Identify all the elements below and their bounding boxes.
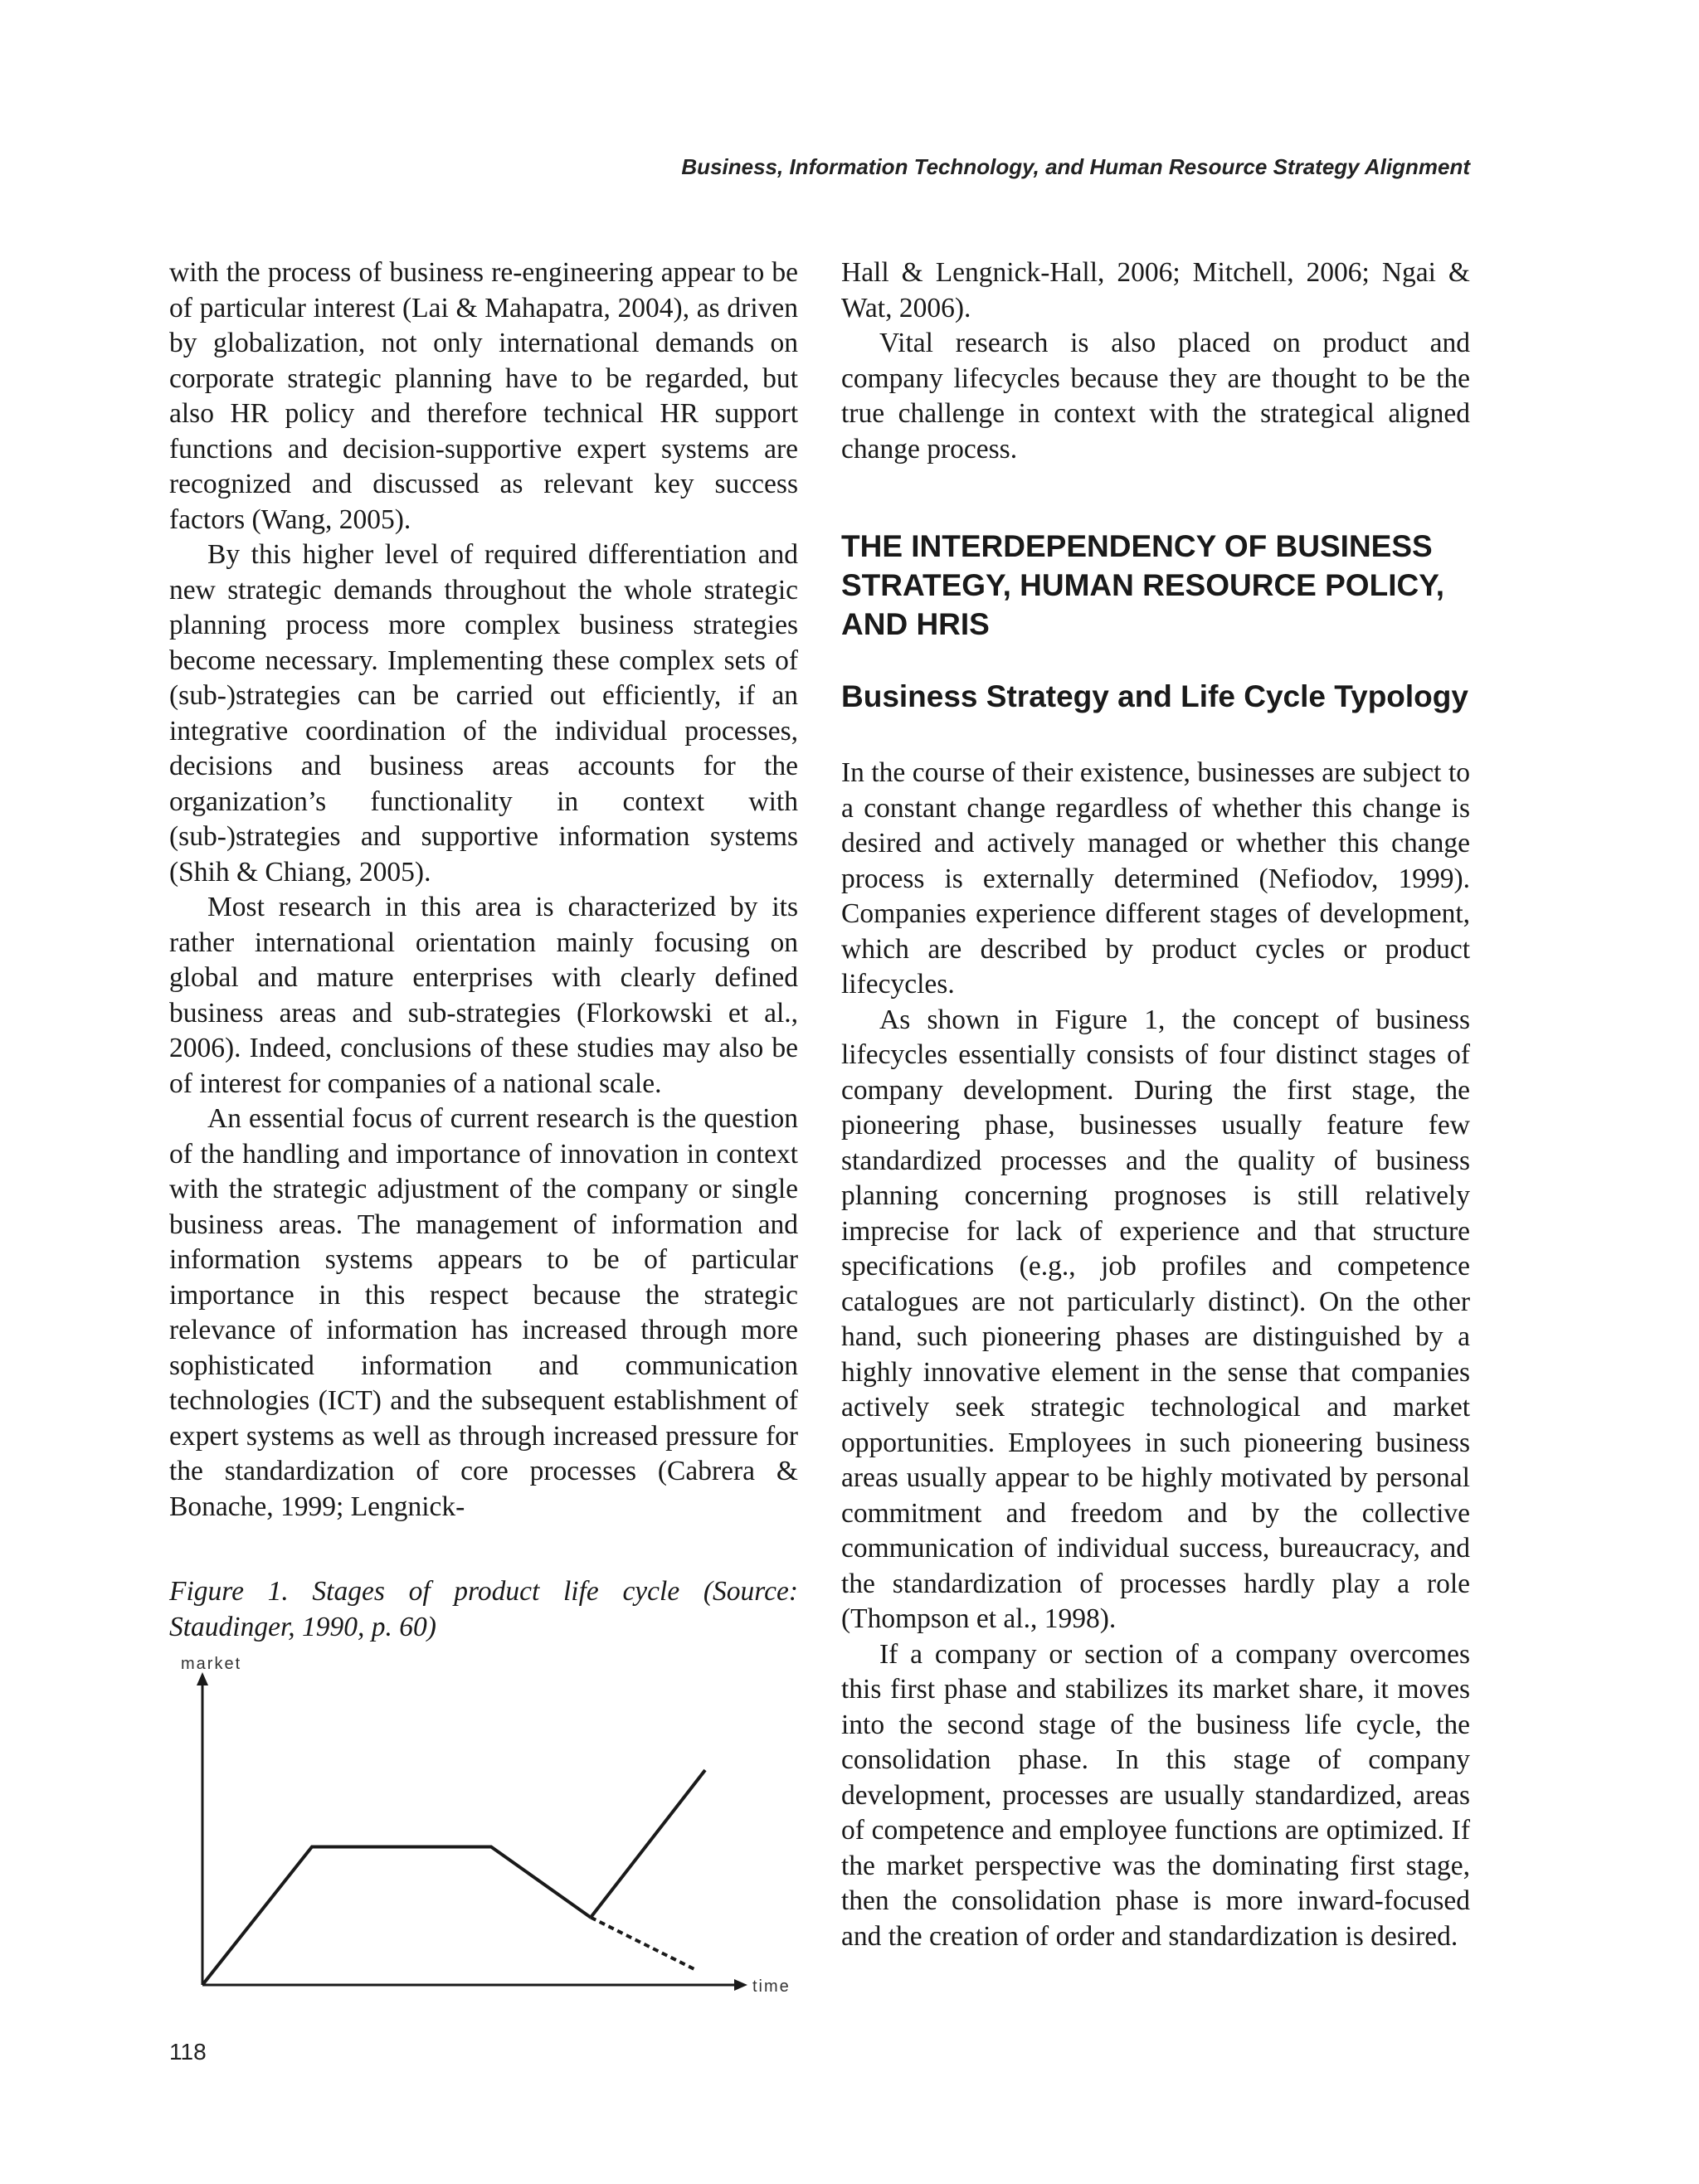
lifecycle-chart-svg xyxy=(169,1655,791,1997)
paragraph: As shown in Figure 1, the concept of business lifecycles essentially consists of four distinct stages of company development. During the first stage, the pioneering phase, businesses usually feature few standardized processes and the quality of business planning concerning prognoses is still relatively imprecise for lack of experience and that structure specifications (e.g., job profiles and competence catalogues are not particularly distinct). On the other hand, such pioneering phases are distinguished by a highly innovative element in the sense that companies actively seek strategic technological and market opportunities. Employees in such pioneering business areas usually appear to be highly motivated by personal commitment and freedom and by the collective communication of individual success, bureaucracy, and the standardization of processes hardly play a role (Thompson et al., 1998). xyxy=(841,1004,1470,1634)
paragraph: If a company or section of a company overcomes this first phase and stabilizes its market share, it moves into the second stage of the business life cycle, the consolidation phase. In this stage of company development, processes are usually standardized, areas of competence and employee functions are optimized. If the market perspective was the dominating first stage, then the consolidation phase is more inward-focused and the creation of order and standardization is desired. xyxy=(841,1638,1470,1952)
right-column xyxy=(841,255,1470,1954)
running-head: Business, Information Technology, and Human Resource Strategy Alignment xyxy=(681,154,1470,179)
page-number: 118 xyxy=(169,2039,207,2065)
figure-caption: Figure 1. Stages of product life cycle (Source: Staudinger, 1990, p. 60) xyxy=(169,1576,798,1642)
series-line-life-cycle xyxy=(202,1847,591,1986)
paragraph: with the process of business re-engineering appear to be of particular interest (Lai & Mahapatra, 2004), as driven by globalization, not only international demands on corporate strategic planning have to be regarded, but also HR policy and therefore technical HR support functions and decision-supportive expert systems are recognized and discussed as relevant key success factors (Wang, 2005). xyxy=(169,257,798,535)
paragraph: In the course of their existence, businesses are subject to a constant change regardless of whether this change is desired and actively managed or whether this change process is externally determined (Nefiodov, 1999). Companies experience different stages of development, which are described by product cycles or product lifecycles. xyxy=(841,757,1470,1000)
paragraph: An essential focus of current research is the question of the handling and importance of innovation in context with the strategic adjustment of the company or single business areas. The management of information and information systems appears to be of particular importance in this respect because the strategic relevance of information has increased through more sophisticated information and communication technologies (ICT) and the subsequent establishment of expert systems as well as through increased pressure for the standardization of core processes (Cabrera & Bonache, 1999; Lengnick- xyxy=(169,1103,798,1522)
y-axis-arrow xyxy=(197,1672,208,1685)
paragraph: Hall & Lengnick-Hall, 2006; Mitchell, 2006; Ngai & Wat, 2006). xyxy=(841,257,1470,323)
series-line-renewal xyxy=(591,1770,705,1918)
left-column xyxy=(169,255,798,1645)
paragraph: Vital research is also placed on product and company lifecycles because they are thought to be the true challenge in context with the strategical aligned change process. xyxy=(841,328,1470,465)
x-axis-label: time xyxy=(752,1977,791,1996)
series-line-decline xyxy=(591,1918,695,1970)
paragraph: Most research in this area is characterized by its rather international orientation mainly focusing on global and mature enterprises with clearly defined business areas and sub-strategies (Florkowski et al., 2006). Indeed, conclusions of these studies may also be of interest for companies of a national scale. xyxy=(169,892,798,1099)
x-axis-arrow xyxy=(734,1979,747,1991)
section-heading: THE INTERDEPENDENCY OF BUSINESS STRATEGY, HUMAN RESOURCE POLICY, AND HRIS xyxy=(841,529,1445,641)
figure-1-chart xyxy=(169,1655,791,1997)
paragraph: By this higher level of required differentiation and new strategic demands throughout the whole strategic planning process more complex business strategies become necessary. Implementing these complex sets of (sub-)strategies can be carried out efficiently, if an integrative coordination of the individual processes, decisions and business areas accounts for the organization’s functionality in context with (sub-)strategies and supportive information systems (Shih & Chiang, 2005). xyxy=(169,539,798,888)
subsection-heading: Business Strategy and Life Cycle Typology xyxy=(841,679,1468,713)
y-axis-label: market xyxy=(181,1655,242,1673)
